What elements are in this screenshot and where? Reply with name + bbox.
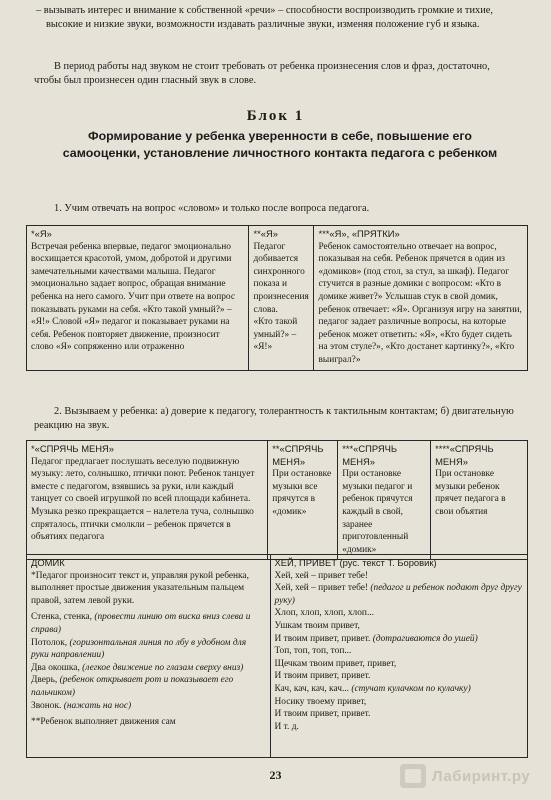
cell-title: ****«СПРЯЧЬ МЕНЯ» [435,443,494,467]
domik-title: ДОМИК [31,557,65,568]
section1-intro: 1. Учим отвечать на вопрос «словом» и только после вопроса педагога. [54,203,370,214]
section1-cell-2 [249,226,314,371]
line-note: (педагог и ребенок подают друг другу руку) [274,583,522,606]
line-text: Носику твоему привет, [274,696,367,707]
cell-body: Ребенок самостоятельно отвечает на вопрос, показывая на себя. Ребенок прячется в один из «домиков» (под стол, за стул, за шкаф). Педагог стучится в разные домики с вопросом: «Кто в домике живет?» Услышав стук в свой домик, ребенок отвечает: «Я». Организуя игру на занятии, педагог задает различные вопросы, на которые ребенок может ответить: «Я», «Кто будет сидеть на этом стуле?», «Кто достанет картинку?», «Кто выиграл?» [318,241,522,365]
section1-table [26,225,528,371]
hey-title: ХЕЙ, ПРИВЕТ (рус. текст Т. Боровик) [274,557,437,568]
line-text: Ушкам твоим привет, [274,620,360,631]
line-text: Потолок, [31,637,70,648]
hey-line [275,683,523,696]
cell-title: *«СПРЯЧЬ МЕНЯ» [31,443,115,454]
hey-line [275,633,523,646]
line-text: Дверь, [31,675,60,686]
hey-line [275,696,523,709]
section3-table [26,554,528,758]
block-heading: Формирование у ребенка уверенности в себе, повышение его самооценки, установление личностного контакта педагога с ребенком [62,129,498,160]
cell-title: *«Я» [31,228,52,239]
cell-body: Педагог добивается синхронного показа и произнесения слова. [253,241,309,315]
line-text: И твоим привет, привет. [274,709,371,720]
line-text: И т. д. [274,721,299,732]
line-text: И твоим привет, привет. [274,671,371,682]
intro-paragraph: В период работы над звуком не стоит требовать от ребенка произнесения слов и фраз, достаточно, чтобы был произнесен один гласный звук в слове. [34,61,490,86]
line-text: Топ, топ, топ, топ... [274,646,352,657]
line-note: (дотрагиваются до ушей) [372,633,478,644]
line-text: Кач, кач, кач, кач... [274,683,352,694]
cell-dialog: «Кто такой умный?» – «Я!» [253,317,298,353]
cell-body: При остановке музыки все прячутся в «домик» [272,469,332,517]
cell-body: Педагог предлагает послушать веселую подвижную музыку: лето, солнышко, птички поют. Ребенок танцует вместе с педагогом, взявшись за руки, или каждый танцует со своей игрушкой по всей площади кабинета. Музыка резко прекращается – налетела туча, солнышко спряталось, птички смолкли – ребенок прячется в объятиях педагога [31,456,255,543]
domik-line [31,700,266,713]
domik-line [31,611,266,636]
line-text: Хлоп, хлоп, хлоп, хлоп... [274,608,374,619]
cell-body: При остановке музыки ребенок прячет педагога в свои объятия [435,469,506,517]
block-title: Блок 1 [246,108,305,124]
cell-title: ***«СПРЯЧЬ МЕНЯ» [342,443,398,467]
line-note: (нажать на нос) [63,700,132,711]
line-note: (легкое движение по глазам сверху вниз) [82,662,244,673]
domik-line [31,637,266,662]
domik-footnote: **Ребенок выполняет движения сам [31,717,176,728]
cell-body: Встречая ребенка впервые, педагог эмоционально восхищается красотой, умом, добротой и другими замечательными качествами малыша. Педагог эмоционально задает вопрос, обращая внимание ребенка на него самого. Учит при ответе на вопрос показывать руками на себя. «Кто такой умный?» – «Я!» Словой «Я» педагог и показывает руками на себя. Ребенок повторяет движение, произносит слово «Я» сопряженно или отраженно [31,241,236,353]
hey-line [275,607,523,620]
hey-line [275,620,523,633]
cell-body: При остановке музыки педагог и ребенок прячутся каждый в свой, заранее приготовленный «домик» [342,469,413,555]
section2-cell-3 [338,441,431,560]
hey-line [275,721,523,734]
section2-cell-1 [27,441,268,560]
watermark-text: Лабиринт.ру [432,768,531,785]
page-number: 23 [269,768,282,782]
line-text: Звонок. [31,700,64,711]
hey-line [275,670,523,683]
hey-line [275,645,523,658]
line-note: (ребенок открывает рот и показывает его пальчиком) [31,675,234,698]
section2-cell-2 [268,441,338,560]
line-text: И твоим привет, привет. [274,633,373,644]
section2-intro: 2. Вызываем у ребенка: а) доверие к педагогу, толерантность к тактильным контактам; б) двигательную реакцию на звук. [34,406,514,431]
domik-line [31,674,266,699]
domik-cell [27,555,271,758]
line-text: Хей, хей – привет тебе! [274,570,369,581]
line-note: (стучат кулачком по кулачку) [351,683,471,694]
line-text: Два окошка, [31,662,83,673]
intro-list [34,4,514,32]
hey-cell [270,555,527,758]
line-note: (горизонтальная линия по лбу в удобном для руки направлении) [31,637,247,661]
line-note: (провести линию от виска вниз слева и справа) [31,612,251,635]
section1-cell-3 [314,226,528,371]
cell-title: **«Я» [253,228,278,239]
hey-line [275,570,523,583]
line-text: Щечкам твоим привет, привет, [274,658,397,669]
section2-table [26,440,528,560]
line-text: Хей, хей – привет тебе! [274,583,371,594]
intro-list-item: – вызывать интерес и внимание к собственной «речи» – способности воспроизводить громкие и тихие, высокие и низкие звуки, возможности издавать различные звуки, изменяя положение губ и языка. [36,5,493,30]
domik-intro: *Педагог произносит текст и, управляя рукой ребенка, выполняет простые движения указательным пальцем правой, затем левой руки. [31,570,249,606]
cell-title: **«СПРЯЧЬ МЕНЯ» [272,443,324,467]
hey-line [275,708,523,721]
hey-line [275,658,523,671]
hey-line [275,582,523,607]
cell-title: ***«Я», «ПРЯТКИ» [318,228,400,239]
section1-cell-1 [27,226,249,371]
section2-cell-4 [431,441,528,560]
line-text: Стенка, стенка, [31,612,95,623]
domik-line [31,662,266,675]
